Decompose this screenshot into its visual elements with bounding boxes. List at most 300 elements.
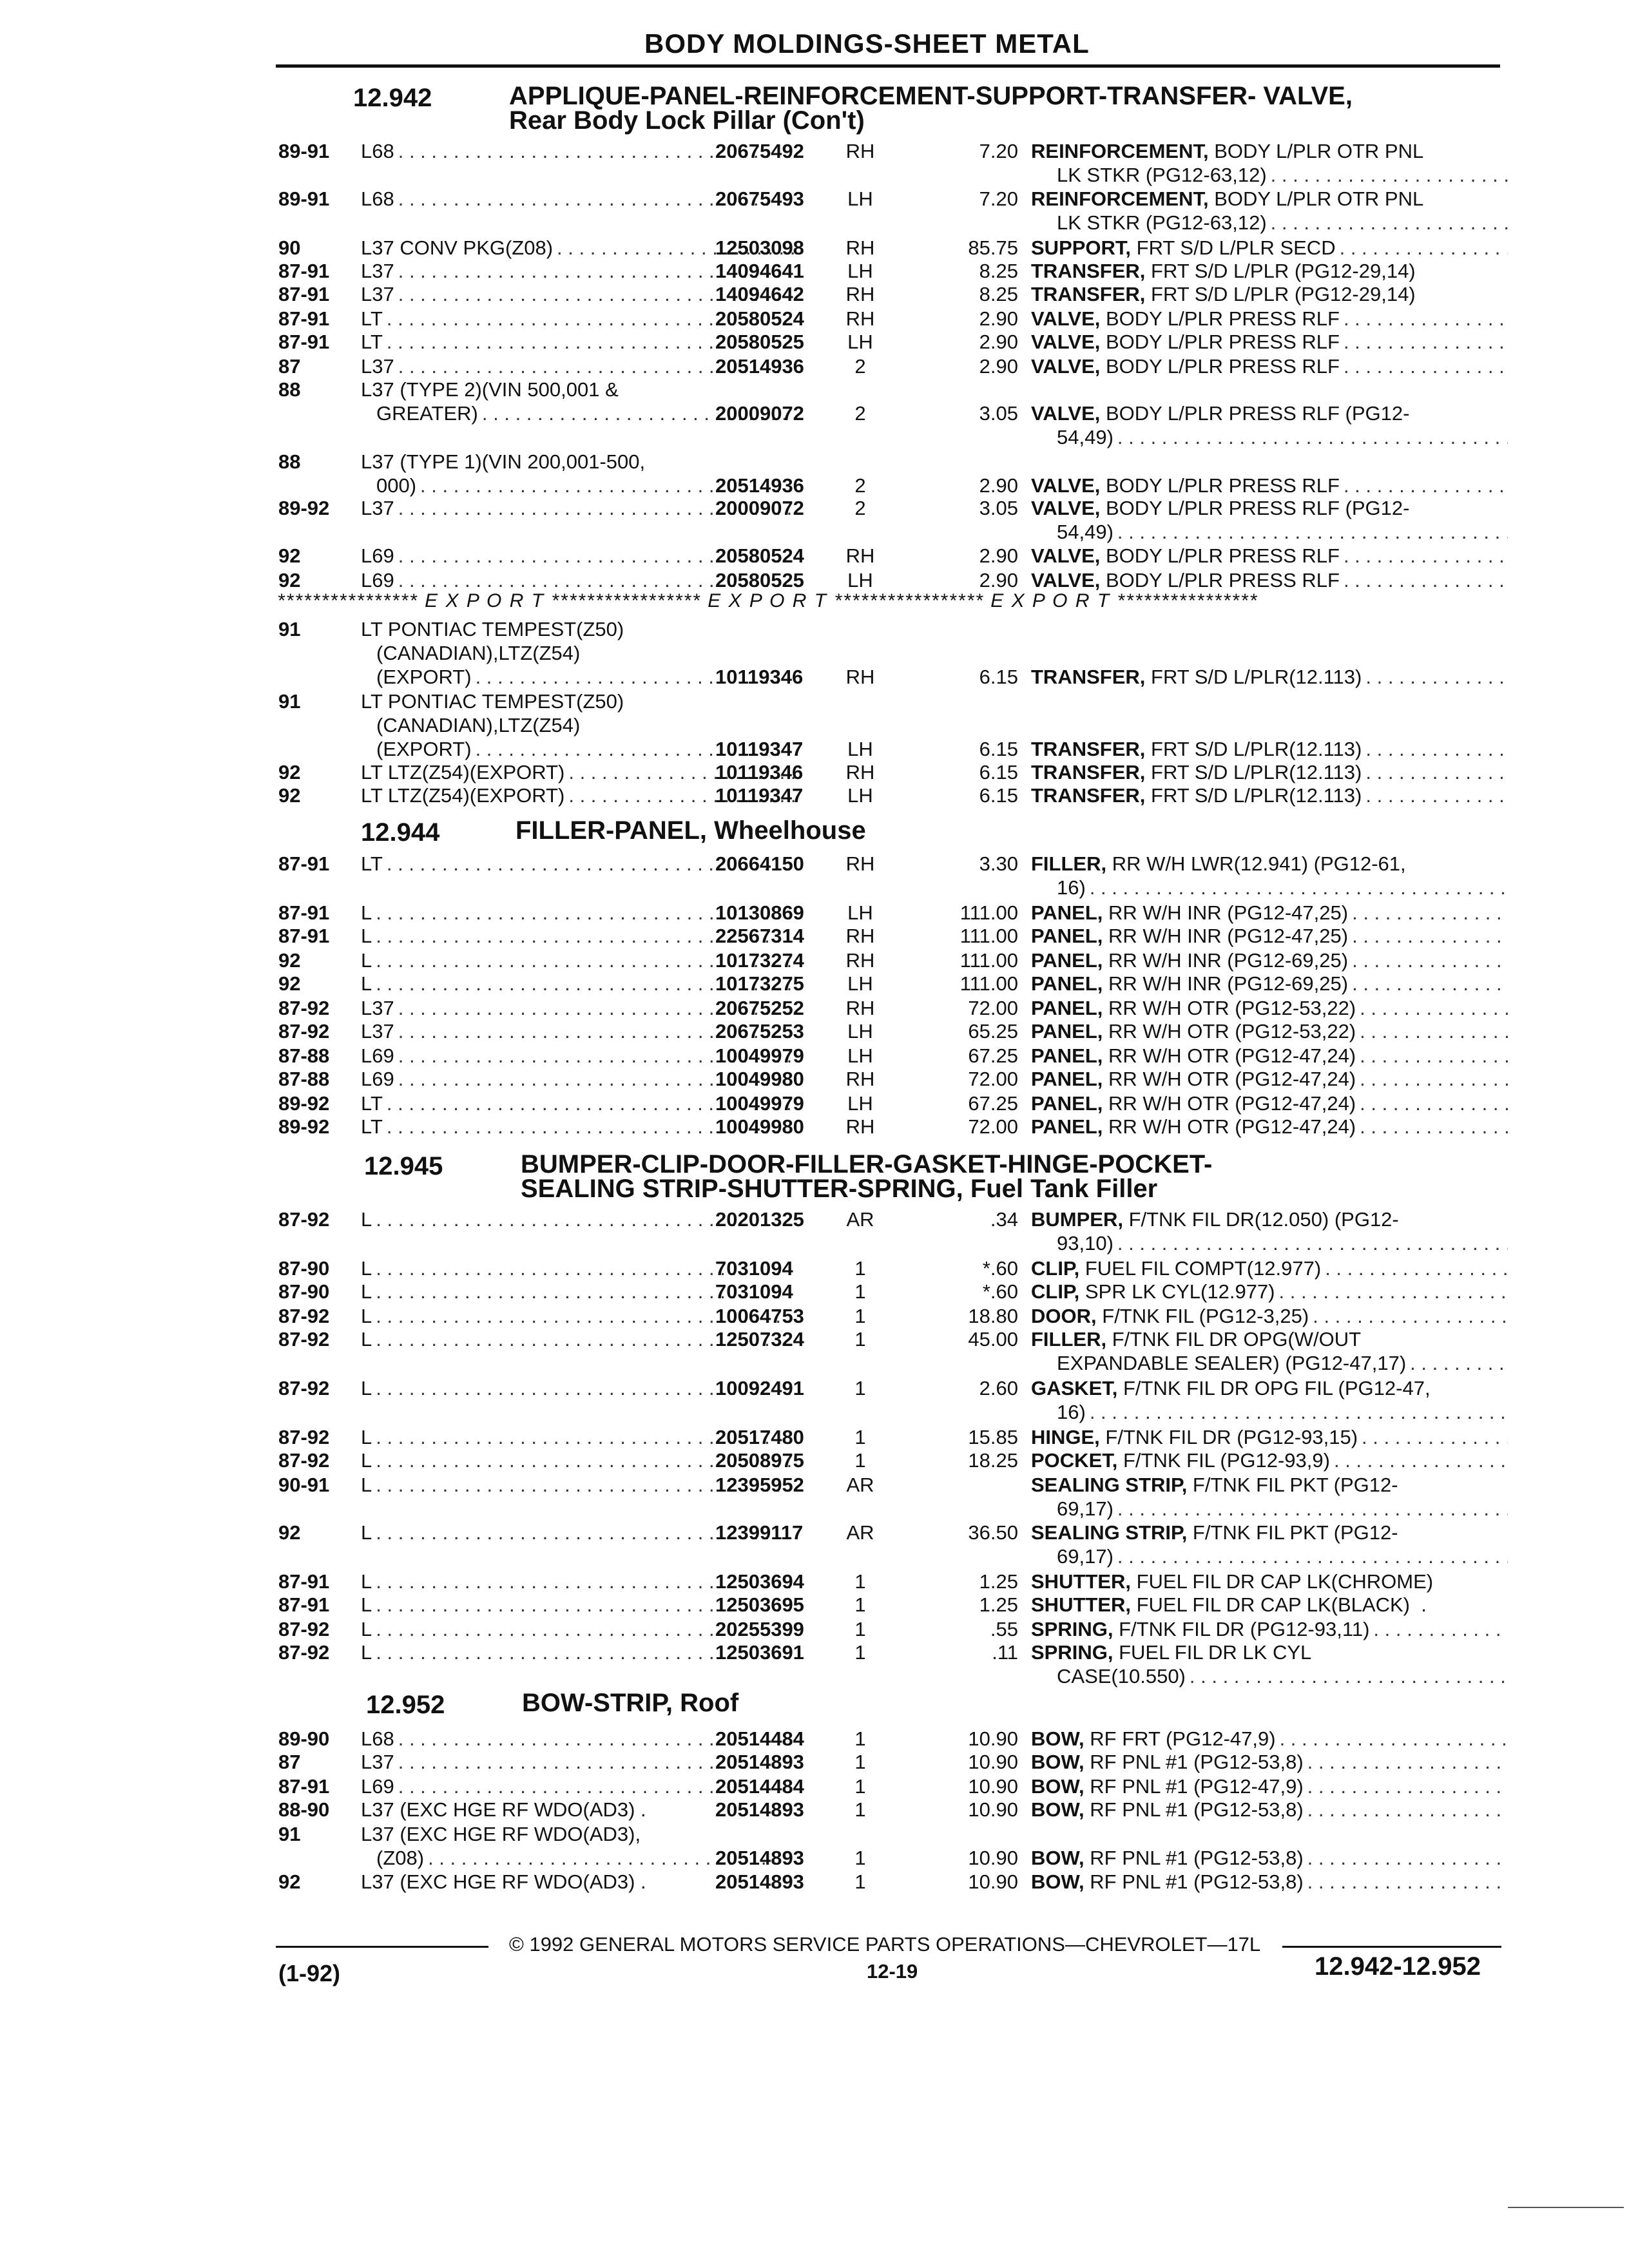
dot-leader [1360,996,1508,1020]
part-name: VALVE, [1031,355,1101,378]
part-name: PANEL, [1031,1044,1103,1067]
dot-leader [1307,1750,1508,1774]
dot-leader [1344,544,1508,568]
part-name: VALVE, [1031,307,1101,330]
price: 1.25 [979,1570,1018,1593]
part-name: TRANSFER, [1031,666,1146,688]
model-description-text: L [361,1377,372,1399]
model-description-text: (Z08) [376,1847,425,1869]
quantity: 2 [854,355,866,378]
model-years: 87-92 [278,1449,330,1472]
dot-leader [1117,1497,1508,1521]
price: 3.05 [979,497,1018,519]
part-detail: CASE(10.550) [1057,1665,1186,1687]
copyright-notice: © 1992 GENERAL MOTORS SERVICE PARTS OPERATIONS—CHEVROLET—17L [509,1933,1261,1956]
part-detail: F/TNK FIL PKT (PG12- [1187,1521,1398,1544]
dot-leader [1365,665,1508,689]
price: 10.90 [968,1798,1018,1821]
part-name: GASKET, [1031,1377,1118,1399]
model-description-text: L37 (TYPE 1)(VIN 200,001-500, [361,450,646,473]
part-number: 10049979 [715,1092,804,1115]
part-number: 10173274 [715,949,804,972]
quantity: RH [845,949,875,972]
price: 10.90 [968,1751,1018,1773]
section-title-line: SEALING STRIP-SHUTTER-SPRING, Fuel Tank Filler [521,1175,1158,1203]
part-description [1031,924,1508,948]
price: 7.20 [979,140,1018,162]
model-years: 88 [278,378,301,401]
part-number: 20514893 [715,1751,804,1773]
part-name: BOW, [1031,1870,1084,1893]
part-number: 14094641 [715,260,804,282]
model-description-text: GREATER) [376,402,478,425]
model-years: 90-91 [278,1474,330,1496]
part-number: 20514893 [715,1870,804,1893]
part-detail: BODY L/PLR OTR PNL [1208,140,1424,162]
quantity: LH [847,331,873,353]
footer-rule-left [276,1946,488,1948]
price: 10.90 [968,1727,1018,1750]
part-number: 20580524 [715,307,804,330]
part-detail: 16) [1057,1401,1086,1423]
part-name: REINFORCEMENT, [1031,140,1209,162]
part-detail: RR W/H OTR (PG12-47,24) [1103,1115,1356,1138]
model-years: 87-92 [278,1377,330,1399]
part-number: 12503098 [715,236,804,259]
model-description-text: L [361,1208,372,1231]
part-description [1031,760,1508,784]
price: 85.75 [968,236,1018,259]
model-description-text: (CANADIAN),LTZ(Z54) [376,714,581,736]
model-years: 87-90 [278,1257,330,1280]
scan-mark [1508,2207,1624,2208]
part-detail: LK STKR (PG12-63,12) [1057,211,1267,234]
model-years: 89-92 [278,497,330,519]
part-description [1031,1870,1508,1894]
price: .34 [990,1208,1018,1231]
part-number: 20664150 [715,852,804,875]
model-years: 87-91 [278,1593,330,1616]
part-detail: RR W/H OTR (PG12-53,22) [1103,1020,1356,1043]
dot-leader [1365,783,1508,807]
part-detail: RF FRT (PG12-47,9) [1084,1727,1276,1750]
price: 3.30 [979,852,1018,875]
price: 8.25 [979,283,1018,305]
price: 111.00 [959,949,1018,972]
part-description [1031,259,1508,283]
header-rule [276,64,1500,68]
price: *.60 [982,1257,1018,1280]
part-number: 10119347 [715,784,804,807]
part-description [1031,354,1508,378]
part-name: PANEL, [1031,1068,1103,1090]
part-name: VALVE, [1031,544,1101,567]
dot-leader [1307,1846,1508,1870]
model-description-text: L37 (TYPE 2)(VIN 500,001 & [361,378,619,401]
quantity: AR [846,1208,874,1231]
price: 6.15 [979,761,1018,783]
model-description-text: L37 [361,355,394,378]
part-number: 20201325 [715,1208,804,1231]
quantity: 1 [854,1798,866,1821]
part-number: 20514893 [715,1847,804,1869]
part-name: SEALING STRIP, [1031,1521,1188,1544]
part-number: 20514936 [715,474,804,497]
price: 111.00 [959,972,1018,995]
part-description [1031,330,1508,354]
price: 18.80 [968,1305,1018,1327]
model-description-text: L37 [361,260,394,282]
model-description-text: L [361,949,372,972]
model-years: 87 [278,355,301,378]
part-name: PANEL, [1031,1092,1103,1115]
part-detail: RR W/H OTR (PG12-47,24) [1103,1044,1356,1067]
quantity: 1 [854,1727,866,1750]
footer-date: (1-92) [278,1960,341,1986]
part-number: 20514893 [715,1798,804,1821]
part-name: VALVE, [1031,497,1101,519]
price: 7.20 [979,187,1018,210]
part-detail: F/TNK FIL DR OPG(W/OUT [1106,1328,1362,1350]
part-detail: 93,10) [1057,1232,1113,1254]
model-description-text: L37 [361,497,394,519]
price: 2.90 [979,331,1018,353]
model-years: 92 [278,784,301,807]
model-description-text: L [361,1328,372,1350]
part-detail: FRT S/D L/PLR (PG12-29,14) [1145,283,1416,305]
quantity: RH [845,761,875,783]
part-name: PANEL, [1031,949,1103,972]
part-description [1031,236,1508,260]
model-description-text: (EXPORT) [376,738,472,760]
part-number: 20580524 [715,544,804,567]
part-name: BOW, [1031,1727,1084,1750]
part-name: VALVE, [1031,331,1101,353]
price: 10.90 [968,1847,1018,1869]
quantity: 1 [854,1377,866,1399]
price: 111.00 [959,925,1018,947]
part-description [1031,783,1508,807]
part-number: 20009072 [715,402,804,425]
dot-leader [1344,307,1508,331]
quantity: 1 [854,1775,866,1798]
part-number: 10119347 [715,738,804,760]
model-years: 91 [278,618,301,640]
model-years: 89-91 [278,187,330,210]
model-description-text: L [361,1305,372,1327]
section-number: 12.945 [364,1152,443,1180]
part-number: 20675253 [715,1020,804,1043]
dot-leader [1090,876,1508,899]
quantity: 1 [854,1593,866,1616]
part-detail: BODY L/PLR PRESS RLF [1100,331,1340,353]
part-detail: F/TNK FIL (PG12-93,9) [1117,1449,1330,1472]
part-detail: FUEL FIL DR LK CYL [1113,1641,1312,1664]
part-name: BOW, [1031,1775,1084,1798]
dot-leader [1340,236,1508,260]
part-detail: BODY L/PLR PRESS RLF [1100,355,1340,378]
part-description [1031,1376,1508,1424]
part-detail: FRT S/D L/PLR SECD [1131,236,1336,259]
quantity: LH [847,1044,873,1067]
model-years: 87-92 [278,997,330,1019]
model-description-text: L37 [361,997,394,1019]
dot-leader [1307,1798,1508,1821]
model-description-text: L68 [361,187,394,210]
part-description [1031,948,1508,972]
price: 72.00 [968,1068,1018,1090]
model-description-text: L [361,1257,372,1280]
part-description [1031,568,1508,592]
part-detail: FRT S/D L/PLR (PG12-29,14) [1145,260,1416,282]
quantity: 1 [854,1847,866,1869]
part-description [1031,1019,1508,1043]
model-description-text: LT [361,1092,383,1115]
price: 6.15 [979,784,1018,807]
model-years: 92 [278,972,301,995]
part-name: PANEL, [1031,1115,1103,1138]
part-description [1031,1304,1508,1328]
section-title [509,84,1353,133]
quantity: RH [845,1115,875,1138]
section-number: 12.944 [361,818,440,847]
part-name: VALVE, [1031,569,1101,591]
part-detail: FRT S/D L/PLR(12.113) [1145,784,1362,807]
dot-leader [1365,737,1508,761]
quantity: AR [846,1521,874,1544]
quantity: 1 [854,1641,866,1664]
part-number: 12503691 [715,1641,804,1664]
part-number: 12503694 [715,1570,804,1593]
quantity: RH [845,544,875,567]
dot-leader [1117,1231,1508,1255]
section-number: 12.952 [366,1691,445,1719]
model-description-text: L [361,925,372,947]
model-years: 91 [278,690,301,713]
section-title [516,818,866,843]
part-detail: RR W/H INR (PG12-69,25) [1103,972,1349,995]
price: 36.50 [968,1521,1018,1544]
part-name: REINFORCEMENT, [1031,187,1209,210]
dot-leader [1352,901,1508,925]
dot-leader [1117,1544,1508,1568]
part-description [1031,1044,1508,1068]
price: 2.60 [979,1377,1018,1399]
part-name: CLIP, [1031,1280,1080,1303]
model-years: 87-91 [278,1775,330,1798]
quantity: RH [845,1068,875,1090]
model-years: 87-91 [278,260,330,282]
quantity: RH [845,140,875,162]
part-number: 14094642 [715,283,804,305]
part-detail: RR W/H OTR (PG12-47,24) [1103,1068,1356,1090]
part-detail: F/TNK FIL DR OPG FIL (PG12-47, [1117,1377,1431,1399]
part-detail: FUEL FIL DR CAP LK(BLACK) . [1131,1593,1427,1616]
part-detail: RF PNL #1 (PG12-47,9) [1084,1775,1304,1798]
dot-leader [1313,1304,1508,1328]
model-years: 87-88 [278,1068,330,1090]
model-description-text: LT LTZ(Z54)(EXPORT) [361,784,565,807]
dot-leader [1360,1091,1508,1115]
model-years: 89-92 [278,1092,330,1115]
model-description-text: L [361,1593,372,1616]
part-name: TRANSFER, [1031,784,1146,807]
model-years: 92 [278,1870,301,1893]
part-number: 10092491 [715,1377,804,1399]
model-description-text: LT LTZ(Z54)(EXPORT) [361,761,565,783]
part-number: 10049979 [715,1044,804,1067]
part-name: FILLER, [1031,1328,1107,1350]
part-description [1031,1570,1508,1593]
part-detail: SPR LK CYL(12.977) [1079,1280,1275,1303]
part-number: 10173275 [715,972,804,995]
quantity: LH [847,1020,873,1043]
model-years: 87-92 [278,1305,330,1327]
price: 2.90 [979,569,1018,591]
part-number: 12503695 [715,1593,804,1616]
model-years: 89-91 [278,140,330,162]
part-number: 20517480 [715,1426,804,1448]
model-years: 92 [278,761,301,783]
model-years: 87-90 [278,1280,330,1303]
quantity: 2 [854,474,866,497]
part-name: TRANSFER, [1031,283,1146,305]
part-description [1031,496,1508,544]
part-description [1031,1846,1508,1870]
price: 2.90 [979,544,1018,567]
dot-leader [1362,1425,1508,1449]
price: .11 [992,1641,1018,1664]
model-description-text: L69 [361,1044,394,1067]
part-detail: FUEL FIL COMPT(12.977) [1079,1257,1322,1280]
part-name: PANEL, [1031,1020,1103,1043]
part-name: BOW, [1031,1751,1084,1773]
part-name: TRANSFER, [1031,738,1146,760]
quantity: 1 [854,1426,866,1448]
part-number: 20514484 [715,1727,804,1750]
price: 6.15 [979,738,1018,760]
part-description [1031,1640,1508,1688]
part-number: 10064753 [715,1305,804,1327]
quantity: 1 [854,1618,866,1640]
part-number: 20580525 [715,331,804,353]
quantity: RH [845,236,875,259]
part-detail: 54,49) [1057,426,1113,448]
part-number: 20675252 [715,997,804,1019]
part-number: 10130869 [715,901,804,924]
price: 10.90 [968,1775,1018,1798]
model-years: 91 [278,1823,301,1845]
part-detail: BODY L/PLR PRESS RLF (PG12- [1100,402,1410,425]
model-description-text: L [361,1618,372,1640]
part-description [1031,852,1508,899]
price: 67.25 [968,1092,1018,1115]
model-years: 88-90 [278,1798,330,1821]
part-description [1031,1091,1508,1115]
part-number: 7031094 [715,1257,793,1280]
model-description-text: L [361,1449,372,1472]
part-number: 10119346 [715,761,804,783]
part-detail: RF PNL #1 (PG12-53,8) [1084,1751,1304,1773]
part-detail: F/TNK FIL DR (PG12-93,15) [1099,1426,1358,1448]
section-title [521,1152,1212,1201]
quantity: LH [847,187,873,210]
price: 67.25 [968,1044,1018,1067]
part-number: 20009072 [715,497,804,519]
model-years: 87-91 [278,901,330,924]
dot-leader [1325,1256,1508,1280]
part-name: DOOR, [1031,1305,1097,1327]
model-years: 92 [278,949,301,972]
model-description-text: 000) [376,474,417,497]
model-years: 87-92 [278,1618,330,1640]
quantity: LH [847,972,873,995]
page-number: 12-19 [867,1960,918,1983]
quantity: RH [845,925,875,947]
price: 45.00 [968,1328,1018,1350]
part-description [1031,996,1508,1020]
price: 2.90 [979,355,1018,378]
model-description-text: L [361,1426,372,1448]
part-description [1031,1617,1508,1641]
page-header: BODY MOLDINGS-SHEET METAL [644,28,1090,59]
part-name: FILLER, [1031,852,1107,875]
model-years: 87 [278,1751,301,1773]
part-description [1031,1067,1508,1091]
model-description-text: L [361,1280,372,1303]
model-description-text: LT PONTIAC TEMPEST(Z50) [361,618,624,640]
part-name: SHUTTER, [1031,1593,1131,1616]
part-description [1031,1727,1508,1751]
quantity: LH [847,569,873,591]
part-number: 20514936 [715,355,804,378]
part-number: 12395952 [715,1474,804,1496]
part-name: SUPPORT, [1031,236,1132,259]
part-detail: FRT S/D L/PLR(12.113) [1145,666,1362,688]
quantity: 1 [854,1570,866,1593]
quantity: LH [847,1092,873,1115]
model-years: 87-91 [278,1570,330,1593]
part-description [1031,474,1508,497]
model-years: 90 [278,236,301,259]
part-number: 20675492 [715,140,804,162]
quantity: 1 [854,1257,866,1280]
part-description [1031,972,1508,995]
part-number: 12399117 [715,1521,804,1544]
dot-leader [1360,1115,1508,1139]
dot-leader [1090,1400,1508,1424]
model-description-text: L69 [361,569,394,591]
part-name: PANEL, [1031,925,1103,947]
model-description-text: L69 [361,544,394,567]
model-description-text: L37 [361,1751,394,1773]
model-description-text: LT PONTIAC TEMPEST(Z50) [361,690,624,713]
model-description-text: (CANADIAN),LTZ(Z54) [376,642,581,664]
model-years: 92 [278,569,301,591]
part-description [1031,307,1508,331]
part-detail: RF PNL #1 (PG12-53,8) [1084,1798,1304,1821]
part-detail: F/TNK FIL (PG12-3,25) [1096,1305,1309,1327]
quantity: LH [847,738,873,760]
model-years: 87-91 [278,925,330,947]
model-years: 87-91 [278,852,330,875]
price: 111.00 [959,901,1018,924]
part-description [1031,1798,1508,1821]
model-years: 87-92 [278,1020,330,1043]
price: 65.25 [968,1020,1018,1043]
quantity: LH [847,260,873,282]
price: 15.85 [968,1426,1018,1448]
